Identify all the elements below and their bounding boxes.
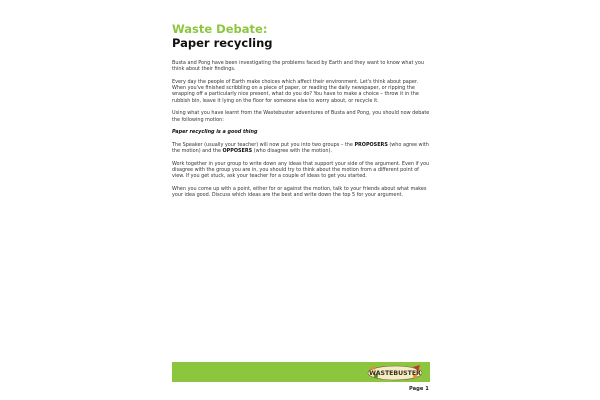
body-text — [172, 60, 432, 205]
paragraph-teamwork: Work together in your group to write down any ideas that support your side of the argument. Even if you disagree with the group you are in, you should try to think about the motion from a different point of view. If you get stuck, ask your teacher for a couple of ideas to get you started. — [172, 160, 430, 180]
paragraph-choices: Every day the people of Earth make choices which affect their environment. Let's think about paper. When you've finished scribbling on a piece of paper, or reading the daily newspaper, or ripping the wrapping off a particularly nice present, what do you do? You have to make a choice – throw it in the rubbish bin, leave it lying on the floor for someone else to worry about, or recycle it. — [172, 78, 419, 104]
wastebuster-logo — [366, 363, 424, 381]
paragraph-intro: Busta and Pong have been investigating the problems faced by Earth and they want to know what you think about their findings. — [172, 60, 424, 73]
groups-text-b: (who agree with the motion) and the — [172, 141, 429, 155]
logo-text: WASTEBUSTER — [369, 370, 421, 377]
groups-text-a: The Speaker (usually your teacher) will now put you into two groups – the — [172, 141, 355, 148]
opposers-label: OPPOSERS — [222, 148, 253, 155]
groups-text-c: (who disagree with the motion). — [252, 148, 332, 155]
proposers-label: PROPOSERS — [354, 141, 388, 148]
page-number: Page 1 — [409, 386, 429, 392]
paragraph-instructions: Using what you have learnt from the Wastebuster adventures of Busta and Pong, you should now debate the following motion: — [172, 110, 430, 123]
page-subtitle: Paper recycling — [172, 36, 273, 50]
footer-band — [172, 362, 430, 382]
paragraph-groups — [172, 142, 432, 155]
page-title: Waste Debate: — [172, 22, 268, 36]
paragraph-discussion: When you come up with a point, either for or against the motion, talk to your friends about what makes your idea good. Discuss which ideas are the best and write down the top 5 for your argument. — [172, 185, 427, 199]
debate-motion: Paper recycling is a good thing — [172, 129, 258, 136]
